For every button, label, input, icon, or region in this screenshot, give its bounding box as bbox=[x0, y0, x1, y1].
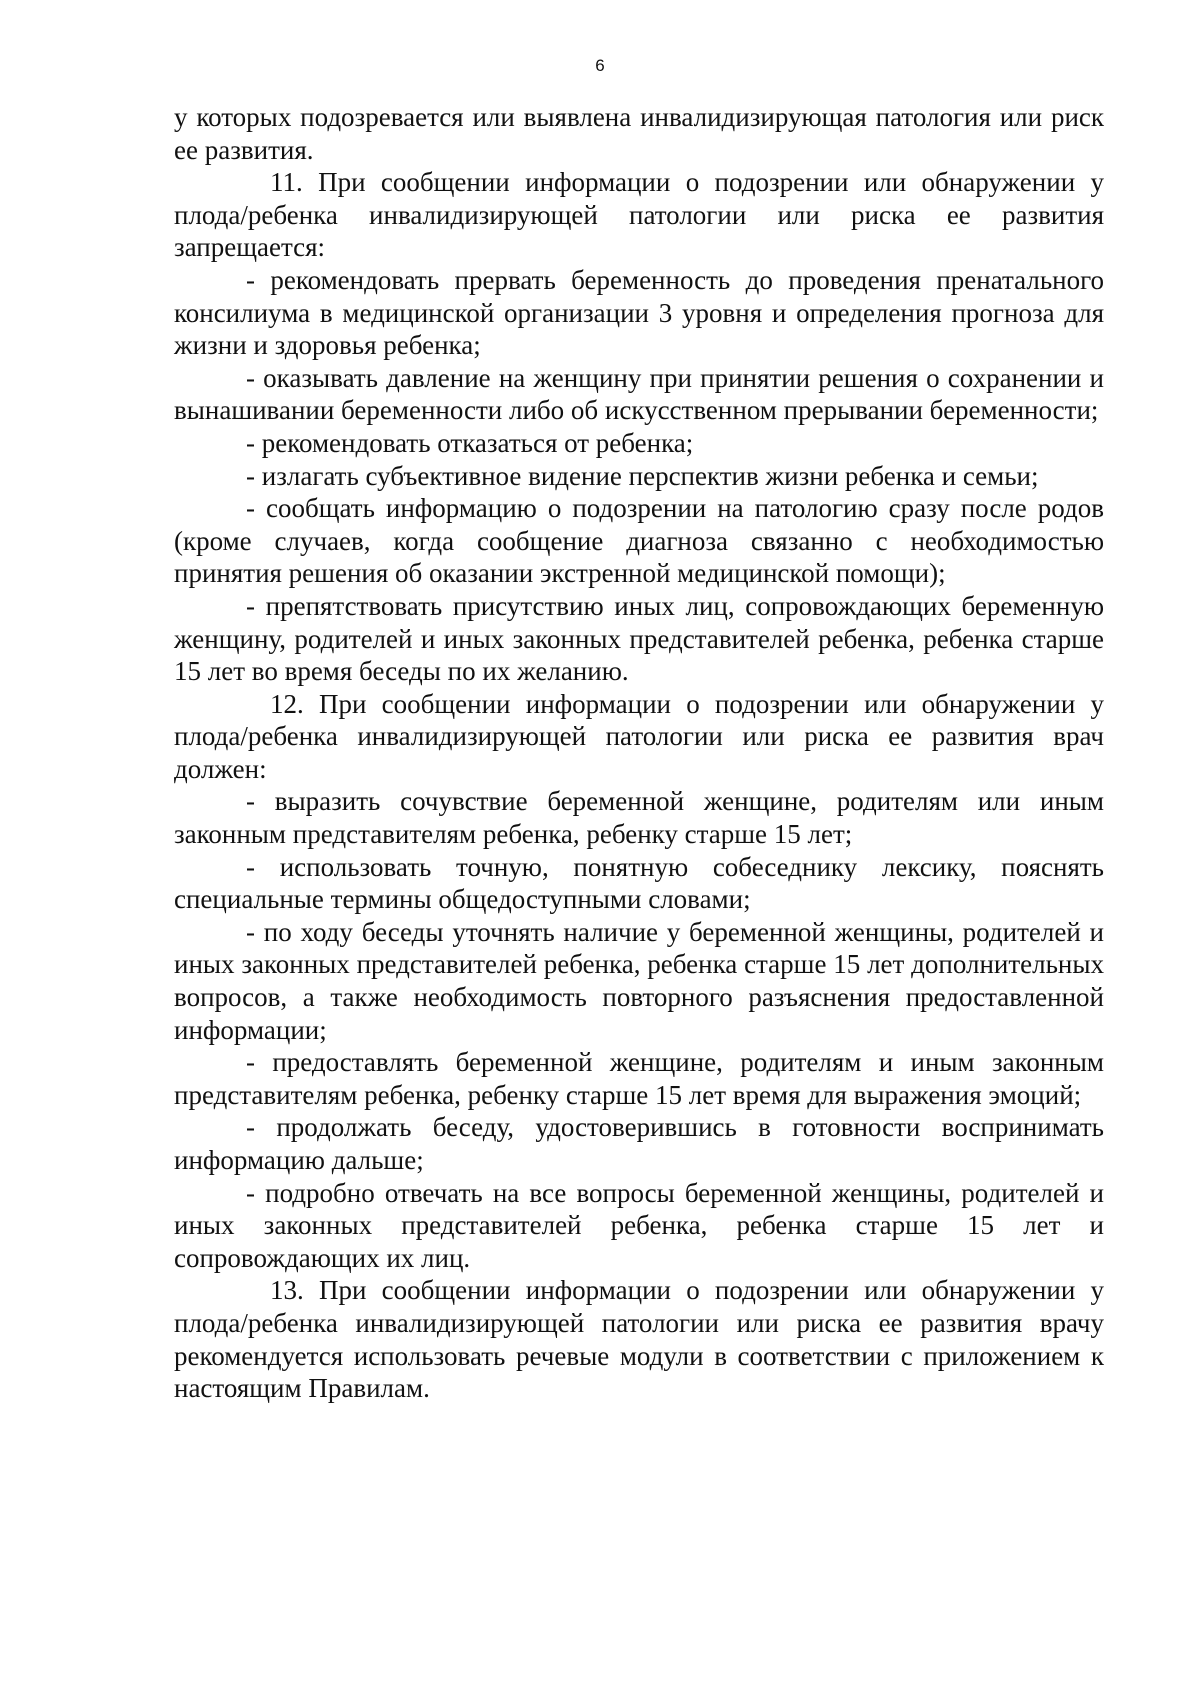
paragraph-item-12: 12. При сообщении информации о подозрении или обнаружении у плода/ребенка инвалидизирующей патологии или риска ее развития врач должен: bbox=[174, 688, 1104, 784]
list-item: - препятствовать присутствию иных лиц, сопровождающих беременную женщину, родителей и иных законных представителей ребенка, ребенка старше 15 лет во время беседы по их желанию. bbox=[174, 590, 1104, 687]
list-item: - сообщать информацию о подозрении на патологию сразу после родов (кроме случаев, когда сообщение диагноза связанно с необходимостью принятия решения об оказании экстренной медицинской помощи); bbox=[174, 493, 1104, 589]
list-item: - использовать точную, понятную собеседнику лексику, пояснять специальные термины общедоступными словами; bbox=[174, 851, 1104, 915]
document-body bbox=[174, 101, 1104, 1405]
list-item: - продолжать беседу, удостоверившись в готовности воспринимать информацию дальше; bbox=[174, 1112, 1104, 1175]
list-item: - по ходу беседы уточнять наличие у беременной женщины, родителей и иных законных представителей ребенка, ребенка старше 15 лет дополнительных вопросов, а также необходимость повторного разъяснения предоставленной информации; bbox=[174, 916, 1104, 1045]
paragraph-item-13: 13. При сообщении информации о подозрении или обнаружении у плода/ребенка инвалидизирующей патологии или риска ее развития врачу рекомендуется использовать речевые модули в соответствии с приложением к настоящим Правилам. bbox=[174, 1275, 1104, 1404]
list-item: - подробно отвечать на все вопросы беременной женщины, родителей и иных законных представителей ребенка, ребенка старше 15 лет и сопровождающих их лиц. bbox=[174, 1177, 1104, 1273]
list-item: - предоставлять беременной женщине, родителям и иным законным представителям ребенка, ребенку старше 15 лет время для выражения эмоций; bbox=[174, 1047, 1104, 1110]
list-item: - выразить сочувствие беременной женщине, родителям или иным законным представителям ребенка, ребенку старше 15 лет; bbox=[174, 786, 1104, 850]
list-item: - оказывать давление на женщину при принятии решения о сохранении и вынашивании беременности либо об искусственном прерывании беременности; bbox=[174, 362, 1104, 426]
list-item: - рекомендовать прервать беременность до проведения пренатального консилиума в медицинской организации 3 уровня и определения прогноза для жизни и здоровья ребенка; bbox=[174, 264, 1104, 361]
list-item: - рекомендовать отказаться от ребенка; bbox=[246, 427, 694, 458]
list-item: - излагать субъективное видение перспектив жизни ребенка и семьи; bbox=[246, 460, 1039, 491]
page-number: 6 bbox=[595, 56, 605, 75]
paragraph-item-11: 11. При сообщении информации о подозрении или обнаружении у плода/ребенка инвалидизирующей патологии или риска ее развития запрещается: bbox=[174, 167, 1104, 263]
paragraph-continuation: у которых подозревается или выявлена инвалидизирующая патология или риск ее развития. bbox=[174, 102, 1104, 165]
